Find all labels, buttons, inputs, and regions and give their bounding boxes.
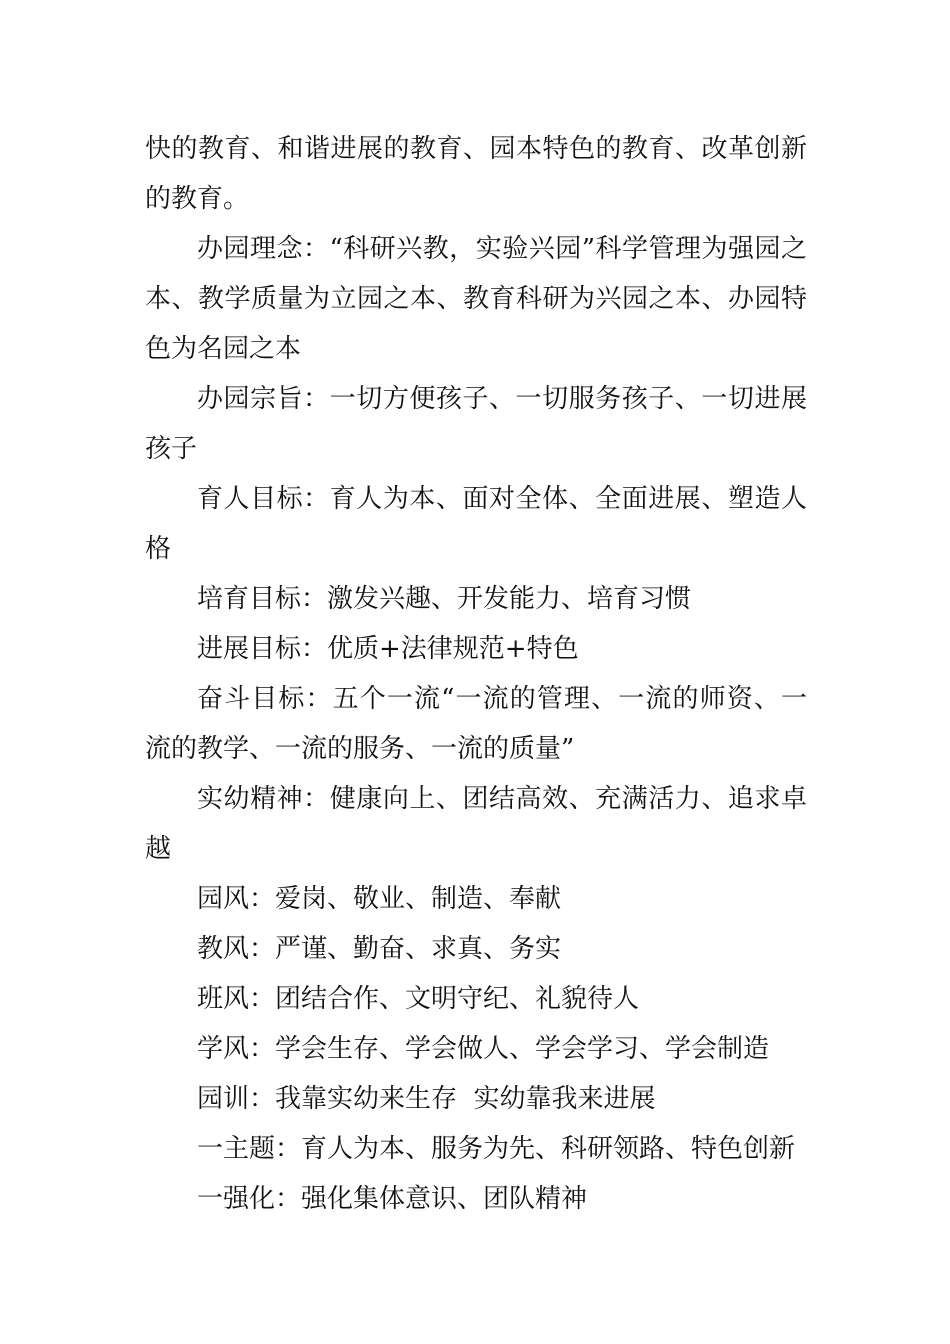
- paragraph-main-theme: 一主题：育人为本、服务为先、科研领路、特色创新: [197, 1134, 796, 1164]
- paragraph-teaching-style: 教风：严谨、勤奋、求真、务实: [197, 934, 562, 964]
- paragraph-motto: 园训：我靠实幼来生存 实幼靠我来进展: [197, 1084, 656, 1114]
- paragraph-development-goal: 进展目标：优质+法律规范+特色: [197, 634, 579, 664]
- paragraph-struggle-goal: 奋斗目标：五个一流“一流的管理、一流的师资、一流的教学、一流的服务、一流的质量”: [145, 684, 807, 764]
- paragraph-class-style: 班风：团结合作、文明守纪、礼貌待人: [197, 984, 640, 1014]
- paragraph-strengthen: 一强化：强化集体意识、团队精神: [197, 1184, 588, 1214]
- paragraph-education-goal: 育人目标：育人为本、面对全体、全面进展、塑造人格: [145, 484, 807, 564]
- paragraph-purpose: 办园宗旨：一切方便孩子、一切服务孩子、一切进展孩子: [145, 384, 807, 464]
- paragraph-philosophy: 办园理念：“科研兴教，实验兴园”科学管理为强园之本、教学质量为立园之本、教育科研为兴园之本、办园特色为名园之本: [145, 234, 807, 364]
- document-body: [145, 124, 807, 1224]
- paragraph-training-goal: 培育目标：激发兴趣、开发能力、培育习惯: [197, 584, 692, 614]
- paragraph-school-style: 园风：爱岗、敬业、制造、奉献: [197, 884, 562, 914]
- paragraph-continuation: 快的教育、和谐进展的教育、园本特色的教育、改革创新的教育。: [145, 134, 807, 214]
- paragraph-study-style: 学风：学会生存、学会做人、学会学习、学会制造: [197, 1034, 770, 1064]
- paragraph-spirit: 实幼精神：健康向上、团结高效、充满活力、追求卓越: [145, 784, 807, 864]
